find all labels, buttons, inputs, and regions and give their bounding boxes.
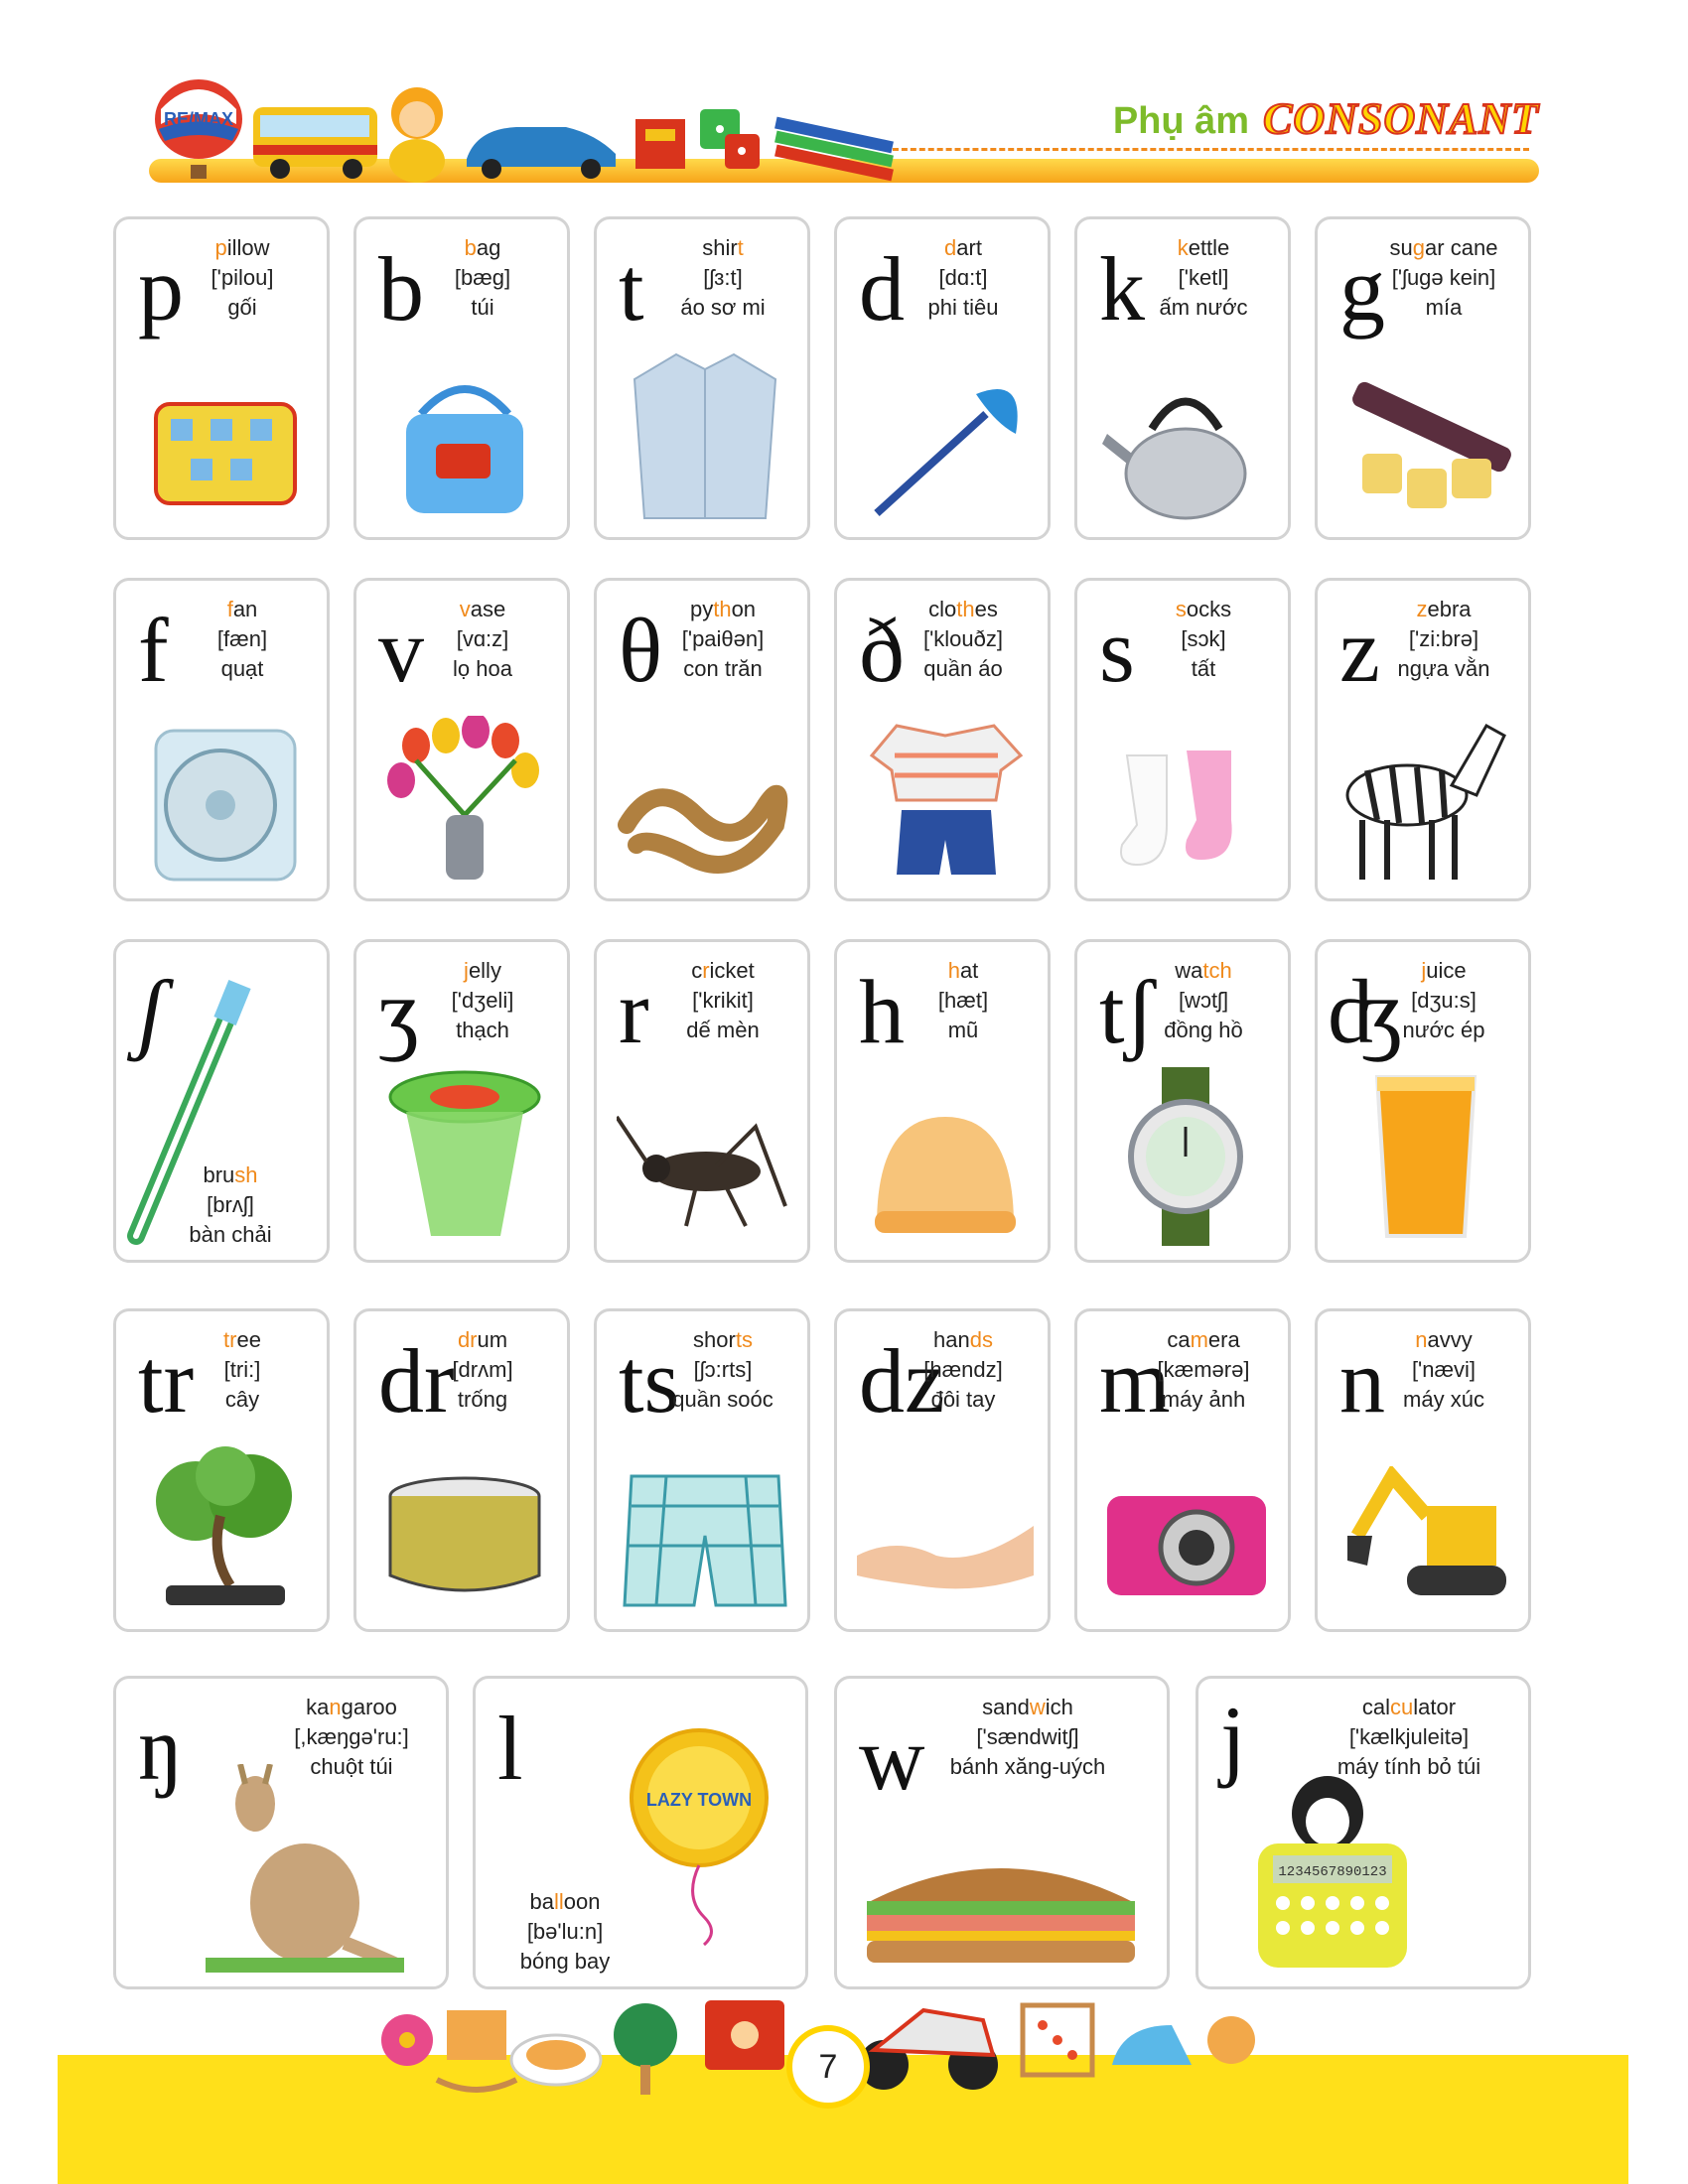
excavator-icon [1337, 1466, 1514, 1615]
card-l [473, 1676, 808, 1989]
card-tr [113, 1308, 330, 1632]
card-meaning: gối [227, 295, 257, 320]
highlighted-letters: t [737, 235, 744, 260]
card-letter: b [378, 238, 424, 340]
card-meaning: mũ [947, 1018, 979, 1042]
highlighted-letters: z [1416, 597, 1428, 621]
food-plate-icon [511, 2035, 601, 2085]
card-ipa: ['klouðz] [922, 626, 1004, 651]
card-info [1129, 1325, 1278, 1415]
highlighted-letters: dr [457, 1327, 478, 1352]
card-ipa: ['krikit] [692, 988, 754, 1013]
card-meaning: nước ép [1402, 1018, 1485, 1042]
card-meaning: quạt [220, 656, 264, 681]
balloon-icon [625, 1718, 774, 1947]
card-word: pillow [214, 235, 270, 260]
card-meaning: cây [224, 1387, 260, 1412]
highlighted-letters: ll [553, 1889, 564, 1914]
card-t [594, 216, 810, 540]
card-info [408, 233, 557, 323]
card-letter: m [1099, 1330, 1171, 1432]
card-letter: n [1339, 1330, 1385, 1432]
highlighted-letters: cu [1390, 1695, 1414, 1719]
card-word: sugar cane [1389, 235, 1498, 260]
highlighted-letters: p [214, 235, 227, 260]
card-letter: ʃ [138, 961, 165, 1062]
highlighted-letters: w [1029, 1695, 1046, 1719]
cricket-icon [617, 1097, 793, 1246]
highlighted-letters: j [464, 958, 469, 983]
card-w [834, 1676, 1170, 1989]
flower-icon [381, 2014, 433, 2066]
card-h [834, 939, 1051, 1263]
card-info [1310, 1693, 1508, 1782]
card-info [648, 233, 797, 323]
card-n [1315, 1308, 1531, 1632]
highlighted-letters: k [1177, 235, 1189, 260]
card-ipa: [wɔtʃ] [1178, 988, 1229, 1013]
card-ezh [353, 939, 570, 1263]
card-word: drum [457, 1327, 508, 1352]
card-info [495, 1887, 634, 1977]
card-meaning: bóng bay [519, 1949, 611, 1974]
card-ipa: ['paiθən] [681, 626, 765, 651]
card-g [1315, 216, 1531, 540]
card-eng [113, 1676, 449, 1989]
card-eth [834, 578, 1051, 901]
highlighted-letters: th [956, 597, 975, 621]
sugar-cane-icon [1337, 374, 1514, 523]
bus-icon [253, 107, 377, 179]
card-ipa: [sɔk] [1181, 626, 1226, 651]
card-letter: g [1339, 238, 1385, 340]
card-word: dart [944, 235, 982, 260]
card-meaning: máy ảnh [1161, 1387, 1246, 1412]
card-info [889, 1325, 1038, 1415]
dart-icon [857, 374, 1034, 523]
hot-air-balloon-icon [155, 79, 242, 179]
card-k [1074, 216, 1291, 540]
camera-icon [1097, 1466, 1274, 1615]
card-word: brush [203, 1162, 258, 1187]
card-word: zebra [1416, 597, 1472, 621]
header-toys-illustration [149, 79, 904, 189]
card-m [1074, 1308, 1291, 1632]
card-info [889, 233, 1038, 323]
card-word: navvy [1415, 1327, 1473, 1352]
card-letter: s [1099, 600, 1135, 701]
card-info [408, 595, 557, 684]
highlighted-letters: f [226, 597, 233, 621]
card-ipa: [brʌʃ] [207, 1192, 254, 1217]
card-info [168, 595, 317, 684]
motorcycle-icon [859, 2010, 998, 2090]
card-meaning: đôi tay [930, 1387, 996, 1412]
juice-icon [1337, 1067, 1514, 1246]
card-ch [1074, 939, 1291, 1263]
card-ipa: [hæt] [937, 988, 989, 1013]
title-vietnamese: Phụ âm [1112, 100, 1250, 142]
card-ipa: ['ʃugə kein] [1391, 265, 1496, 290]
socks-icon [1097, 736, 1274, 885]
title-english: CONSONANT [1263, 94, 1539, 143]
card-letter: ts [619, 1330, 680, 1432]
card-info [648, 595, 797, 684]
page-header [149, 69, 1539, 199]
shirt-icon [617, 344, 793, 523]
card-meaning: túi [471, 295, 494, 320]
card-meaning: chuột túi [310, 1754, 393, 1779]
card-letter: p [138, 238, 184, 340]
card-s [1074, 578, 1291, 901]
card-letter: ð [859, 600, 905, 701]
card-letter: w [859, 1707, 925, 1809]
card-letter: v [378, 600, 424, 701]
kangaroo-icon [206, 1764, 404, 1973]
card-ipa: ['kælkjuleitə] [1348, 1724, 1470, 1749]
card-ipa: [vɑ:z] [456, 626, 509, 651]
card-word: hands [933, 1327, 993, 1352]
rocking-chair-icon [437, 2010, 516, 2090]
card-word: tree [223, 1327, 261, 1352]
vase-icon [376, 716, 553, 885]
card-dzh [1315, 939, 1531, 1263]
card-letter: θ [619, 600, 663, 701]
card-meaning: máy xúc [1403, 1387, 1484, 1412]
card-ipa: ['zi:brə] [1408, 626, 1479, 651]
card-meaning: tất [1191, 656, 1216, 681]
card-meaning: quần áo [923, 656, 1003, 681]
card-meaning: ngựa vằn [1397, 656, 1490, 681]
card-info [408, 956, 557, 1045]
card-info [648, 1325, 797, 1415]
clothes-icon [857, 716, 1034, 885]
fan-icon [136, 726, 313, 885]
card-letter: dr [378, 1330, 455, 1432]
card-word: fan [226, 597, 258, 621]
card-meaning: máy tính bỏ túi [1336, 1754, 1481, 1779]
card-word: watch [1175, 958, 1232, 983]
card-letter: k [1099, 238, 1145, 340]
svg-text:LAZY TOWN: LAZY TOWN [645, 1790, 753, 1810]
highlighted-letters: ds [969, 1327, 993, 1352]
card-word: hat [947, 958, 979, 983]
highlighted-letters: m [1190, 1327, 1208, 1352]
highlighted-letters: v [459, 597, 471, 621]
card-ipa: ['dʒeli] [451, 988, 514, 1013]
card-b [353, 216, 570, 540]
card-ipa: [bæg] [454, 265, 511, 290]
card-ipa: [,kæŋgə'ru:] [294, 1724, 409, 1749]
card-letter: ŋ [138, 1698, 184, 1799]
highlighted-letters: tr [223, 1327, 237, 1352]
card-meaning: con trăn [683, 656, 763, 681]
card-letter: r [619, 961, 649, 1062]
card-info [1369, 956, 1518, 1045]
card-meaning: dế mèn [686, 1018, 760, 1042]
doll-icon [389, 87, 445, 183]
shorts-icon [617, 1466, 793, 1615]
highlighted-letters: b [464, 235, 477, 260]
card-ipa: [drʌm] [452, 1357, 513, 1382]
card-letter: dz [859, 1330, 945, 1432]
card-letter: t [619, 238, 644, 340]
card-esh [113, 939, 330, 1263]
card-info [408, 1325, 557, 1415]
card-word: python [689, 597, 757, 621]
card-letter: ʒ [378, 961, 419, 1062]
card-word: sandwich [982, 1695, 1073, 1719]
highlighted-letters: h [947, 958, 960, 983]
python-icon [617, 736, 793, 885]
tree-icon [136, 1446, 313, 1615]
card-info [1129, 595, 1278, 684]
hands-icon [857, 1466, 1034, 1615]
highlighted-letters: th [713, 597, 732, 621]
card-word: clothes [928, 597, 998, 621]
abacus-icon [1023, 2005, 1092, 2075]
bag-icon [376, 374, 553, 523]
card-meaning: phi tiêu [927, 295, 999, 320]
card-word: jelly [464, 958, 501, 983]
card-ipa: [dʒu:s] [1411, 988, 1477, 1013]
highlighted-letters: j [1421, 958, 1427, 983]
card-word: shorts [693, 1327, 753, 1352]
card-ipa: [kæmərə] [1157, 1357, 1250, 1382]
ping-pong-icon [614, 2003, 677, 2095]
header-dashed-line [884, 148, 1529, 151]
card-info [1129, 956, 1278, 1045]
card-z [1315, 578, 1531, 901]
card-letter: ʤ [1328, 961, 1405, 1062]
card-meaning: áo sơ mi [680, 295, 766, 320]
card-meaning: đồng hồ [1164, 1018, 1243, 1042]
card-d [834, 216, 1051, 540]
rose-icon [1207, 2016, 1255, 2064]
card-meaning: trống [457, 1387, 508, 1412]
card-ipa: ['nævi] [1411, 1357, 1477, 1382]
card-info [1129, 233, 1278, 323]
card-dr [353, 1308, 570, 1632]
card-meaning: bánh xăng-uých [949, 1754, 1106, 1779]
watch-icon [1097, 1067, 1274, 1246]
card-info [168, 1325, 317, 1415]
highlighted-letters: tch [1202, 958, 1232, 983]
page-number: 7 [786, 2025, 870, 2109]
gift-bag-icon [705, 2000, 784, 2070]
highlighted-letters: sh [234, 1162, 258, 1187]
card-letter: j [1220, 1688, 1246, 1789]
card-letter: tr [138, 1330, 195, 1432]
card-ipa: ['pilou] [211, 265, 274, 290]
card-word: kangaroo [306, 1695, 397, 1719]
page-title [1113, 93, 1539, 144]
drum-icon [376, 1466, 553, 1615]
hat-icon [857, 1097, 1034, 1246]
card-info [889, 595, 1038, 684]
card-letter: tʃ [1099, 961, 1156, 1062]
card-word: bag [464, 235, 501, 260]
card-info [1369, 595, 1518, 684]
highlighted-letters: ts [735, 1327, 753, 1352]
card-word: shirt [702, 235, 744, 260]
card-letter: z [1339, 600, 1380, 701]
card-p [113, 216, 330, 540]
highlighted-letters: n [329, 1695, 342, 1719]
card-ipa: [ʃɜ:t] [703, 265, 743, 290]
card-info [648, 956, 797, 1045]
robot-toy-icon [635, 119, 685, 169]
kettle-icon [1097, 374, 1274, 523]
crayons-icon [774, 117, 894, 182]
card-f [113, 578, 330, 901]
card-letter: h [859, 961, 905, 1062]
highlighted-letters: r [702, 958, 710, 983]
card-word: calculator [1361, 1695, 1457, 1719]
card-word: vase [459, 597, 506, 621]
car-icon [467, 127, 616, 179]
highlighted-letters: g [1412, 235, 1426, 260]
card-letter: d [859, 238, 905, 340]
sandwich-icon [857, 1843, 1145, 1973]
card-ipa: [hændz] [923, 1357, 1003, 1382]
card-ipa: ['sændwitʃ] [976, 1724, 1079, 1749]
card-ipa: [tri:] [223, 1357, 261, 1382]
calculator-icon [1228, 1774, 1427, 1973]
card-word: cricket [691, 958, 755, 983]
highlighted-letters: s [1175, 597, 1187, 621]
card-dz [834, 1308, 1051, 1632]
card-info [1369, 1325, 1518, 1415]
card-theta [594, 578, 810, 901]
card-meaning: bàn chải [189, 1222, 272, 1247]
card-word: kettle [1177, 235, 1230, 260]
card-word: juice [1421, 958, 1467, 983]
card-word: camera [1167, 1327, 1240, 1352]
card-info [1369, 233, 1518, 323]
card-ipa: ['ketl] [1178, 265, 1229, 290]
card-word: balloon [529, 1889, 601, 1914]
card-info [928, 1693, 1127, 1782]
card-j [1196, 1676, 1531, 1989]
highlighted-letters: d [944, 235, 957, 260]
card-info [889, 956, 1038, 1045]
card-ipa: [dɑ:t] [938, 265, 988, 290]
card-meaning: ấm nước [1159, 295, 1248, 320]
card-meaning: quần soóc [672, 1387, 774, 1412]
card-v [353, 578, 570, 901]
dice-icon [700, 109, 760, 169]
card-ts [594, 1308, 810, 1632]
card-r [594, 939, 810, 1263]
card-word: socks [1175, 597, 1232, 621]
card-info [168, 233, 317, 323]
card-ipa: [bə'lu:n] [526, 1919, 604, 1944]
pillow-icon [136, 374, 313, 523]
card-ipa: [ʃɔ:rts] [693, 1357, 753, 1382]
iron-icon [1112, 2025, 1192, 2065]
card-info [156, 1160, 305, 1250]
highlighted-letters: n [1415, 1327, 1428, 1352]
card-letter: f [138, 600, 169, 701]
card-letter: l [497, 1698, 523, 1799]
card-meaning: mía [1425, 295, 1463, 320]
svg-text:1234567890123: 1234567890123 [1278, 1864, 1387, 1880]
card-meaning: lọ hoa [453, 656, 512, 681]
jelly-icon [376, 1067, 553, 1246]
svg-text:RE/MAX: RE/MAX [163, 109, 234, 129]
zebra-icon [1337, 716, 1514, 885]
card-ipa: [fæn] [216, 626, 268, 651]
card-meaning: thạch [456, 1018, 509, 1042]
